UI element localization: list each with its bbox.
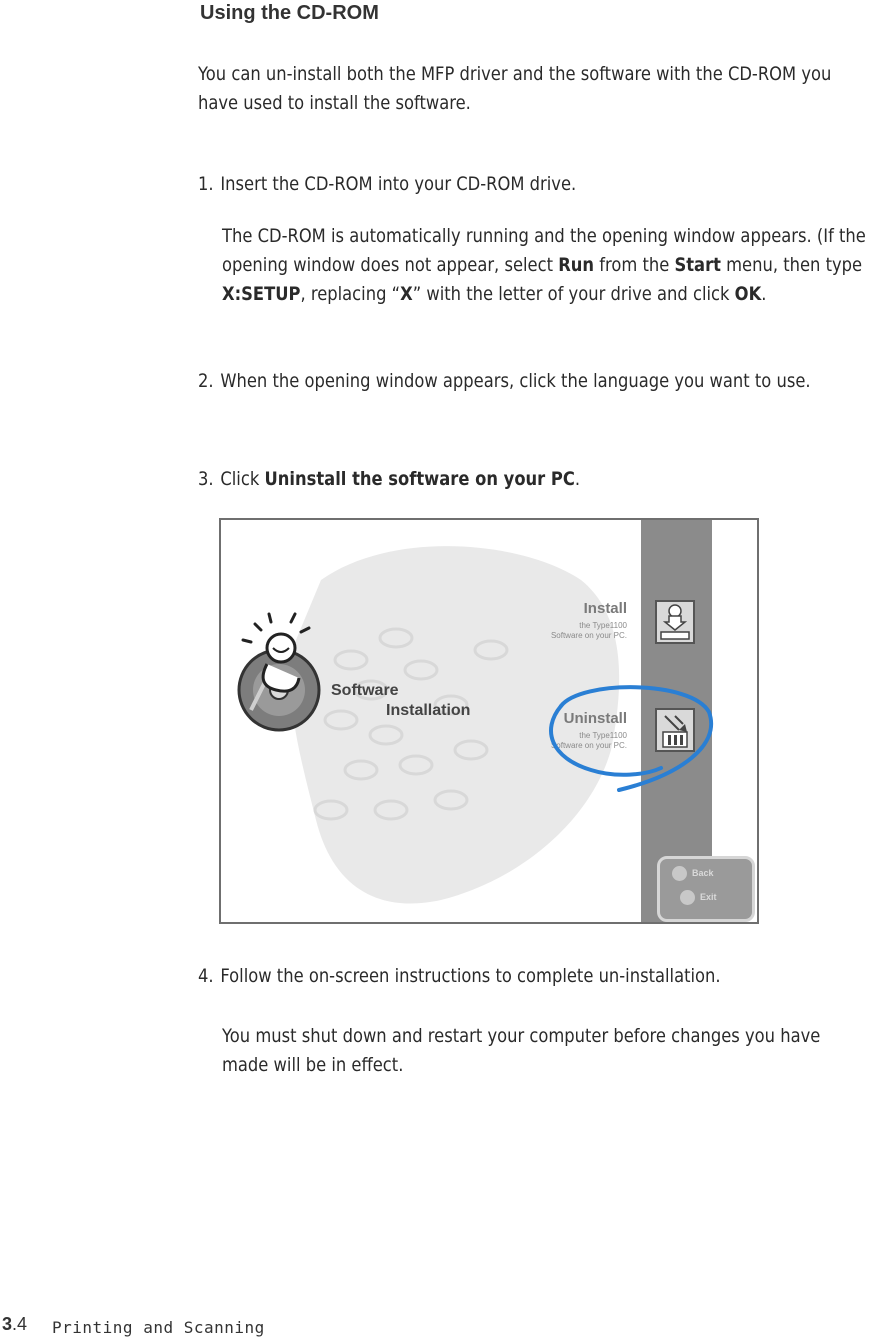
step-1-detail-text: from the <box>594 254 675 276</box>
section-heading: Using the CD-ROM <box>200 2 379 24</box>
footer-title: Printing and Scanning <box>52 1318 265 1337</box>
setup-command: X:SETUP <box>222 283 301 305</box>
logo-installation: Installation <box>386 702 471 719</box>
step-1-detail-text: ” with the letter of your drive and click <box>412 283 735 305</box>
drive-letter: X <box>400 283 413 305</box>
step-4-detail-text: You must shut down and restart your computer before changes you have made will be in effect. <box>222 1025 821 1076</box>
intro-paragraph <box>198 60 843 118</box>
step-1-detail-text: . <box>761 283 767 305</box>
back-button[interactable]: Back <box>692 868 714 878</box>
step-1-detail-text: , replacing “ <box>300 283 401 305</box>
back-icon <box>672 866 687 881</box>
step-1-text: Insert the CD-ROM into your CD-ROM drive. <box>220 173 577 195</box>
uninstall-subtitle-2: Software on your PC. <box>550 741 627 750</box>
page-suffix: .4 <box>12 1314 28 1334</box>
step-3 <box>198 465 852 494</box>
uninstall-option-label: Uninstall the software on your PC <box>264 468 575 490</box>
navigation-box <box>657 856 755 922</box>
step-2-number: 2. <box>198 370 214 392</box>
page-number <box>2 1314 27 1335</box>
installer-screenshot <box>219 518 759 924</box>
step-3-text: . <box>574 468 581 490</box>
step-4 <box>198 962 852 991</box>
step-1-number: 1. <box>198 173 214 195</box>
ok-button-label: OK <box>734 283 762 305</box>
uninstall-title[interactable]: Uninstall <box>563 710 627 727</box>
step-3-number: 3. <box>198 468 214 490</box>
install-subtitle-1: the Type1100 <box>579 621 627 630</box>
install-title[interactable]: Install <box>583 600 627 617</box>
step-4-detail <box>222 1022 858 1080</box>
step-4-number: 4. <box>198 965 214 987</box>
exit-icon <box>680 890 695 905</box>
chapter-number: 3 <box>2 1314 13 1334</box>
intro-text: You can un-install both the MFP driver and the software with the CD-ROM you have used to install the software. <box>198 63 832 114</box>
step-1-detail-text: The CD-ROM is automatically running and the opening window appears. (If the opening window does not appear, select <box>222 225 866 276</box>
step-1 <box>198 170 869 199</box>
step-1-detail-text: menu, then type <box>720 254 863 276</box>
step-1-detail <box>222 222 881 309</box>
step-2 <box>198 367 852 396</box>
step-3-text: Click <box>220 468 265 490</box>
step-4-text: Follow the on-screen instructions to complete un-installation. <box>220 965 721 987</box>
exit-button[interactable]: Exit <box>700 892 717 902</box>
step-2-text: When the opening window appears, click the language you want to use. <box>220 370 811 392</box>
uninstall-subtitle-1: the Type1100 <box>579 731 627 740</box>
run-command: Run <box>558 254 595 276</box>
install-subtitle-2: Software on your PC. <box>550 631 627 640</box>
start-menu-label: Start <box>674 254 721 276</box>
logo-software: Software <box>331 682 399 699</box>
